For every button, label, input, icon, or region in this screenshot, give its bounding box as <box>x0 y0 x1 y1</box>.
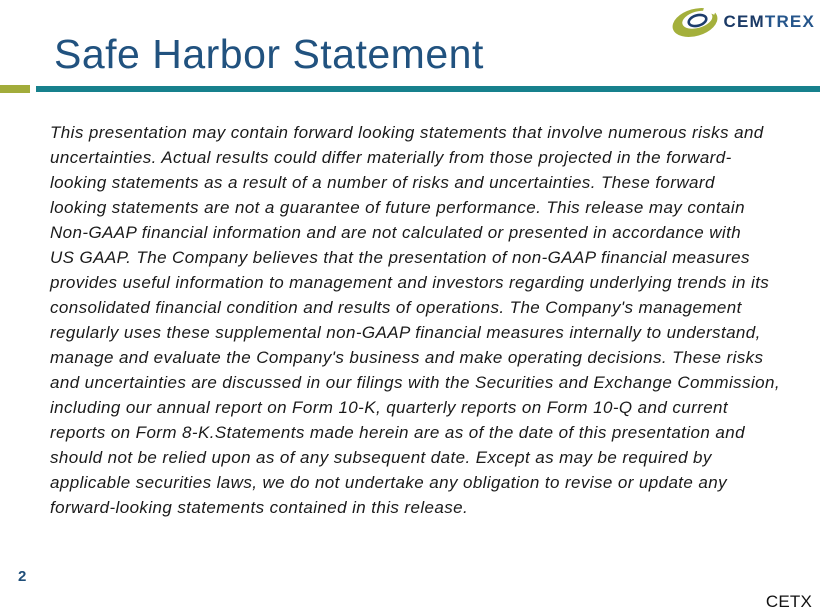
logo-text-trex: TREX <box>764 12 815 31</box>
divider-teal-segment <box>36 86 820 92</box>
paragraph-line: reports on Form 8-K.Statements made herein are as of the date of this presentation and <box>50 423 745 442</box>
cemtrex-wordmark <box>723 6 815 38</box>
swirl-ellipse-icon <box>671 7 719 38</box>
paragraph-line: should not be relied upon as of any subsequent date. Except as may be required by <box>50 448 712 467</box>
paragraph-line: consolidated financial condition and results of operations. The Company's management <box>50 298 742 317</box>
paragraph-line: This presentation may contain forward looking statements that involve numerous risks and <box>50 123 764 142</box>
paragraph-line: including our annual report on Form 10-K, quarterly reports on Form 10-Q and current <box>50 398 729 417</box>
stock-ticker: CETX <box>765 592 812 611</box>
page-number: 2 <box>18 568 27 585</box>
paragraph-line: manage and evaluate the Company's business and make operating decisions. These risks <box>50 348 764 367</box>
paragraph-line: uncertainties. Actual results could differ materially from those projected in the forward- <box>50 148 732 167</box>
page-title: Safe Harbor Statement <box>54 31 484 77</box>
paragraph-line: US GAAP. The Company believes that the presentation of non-GAAP financial measures <box>50 248 750 267</box>
logo-text-cem: CEM <box>723 12 765 31</box>
paragraph-line: looking statements as a result of a number of risks and uncertainties. These forward <box>50 173 715 192</box>
safe-harbor-paragraph <box>50 120 780 520</box>
cemtrex-logo <box>671 6 815 38</box>
divider-olive-segment <box>0 85 30 93</box>
paragraph-line: looking statements are not a guarantee of future performance. This release may contain <box>50 198 745 217</box>
paragraph-line: and uncertainties are discussed in our filings with the Securities and Exchange Commission, <box>50 373 780 392</box>
paragraph-line: provides useful information to management and investors regarding underlying trends in its <box>50 273 770 292</box>
paragraph-line: Non-GAAP financial information and are not calculated or presented in accordance with <box>50 223 742 242</box>
paragraph-line: forward-looking statements contained in this release. <box>50 498 469 517</box>
paragraph-line: regularly uses these supplemental non-GAAP financial measures internally to understand, <box>50 323 761 342</box>
paragraph-line: applicable securities laws, we do not undertake any obligation to revise or update any <box>50 473 728 492</box>
